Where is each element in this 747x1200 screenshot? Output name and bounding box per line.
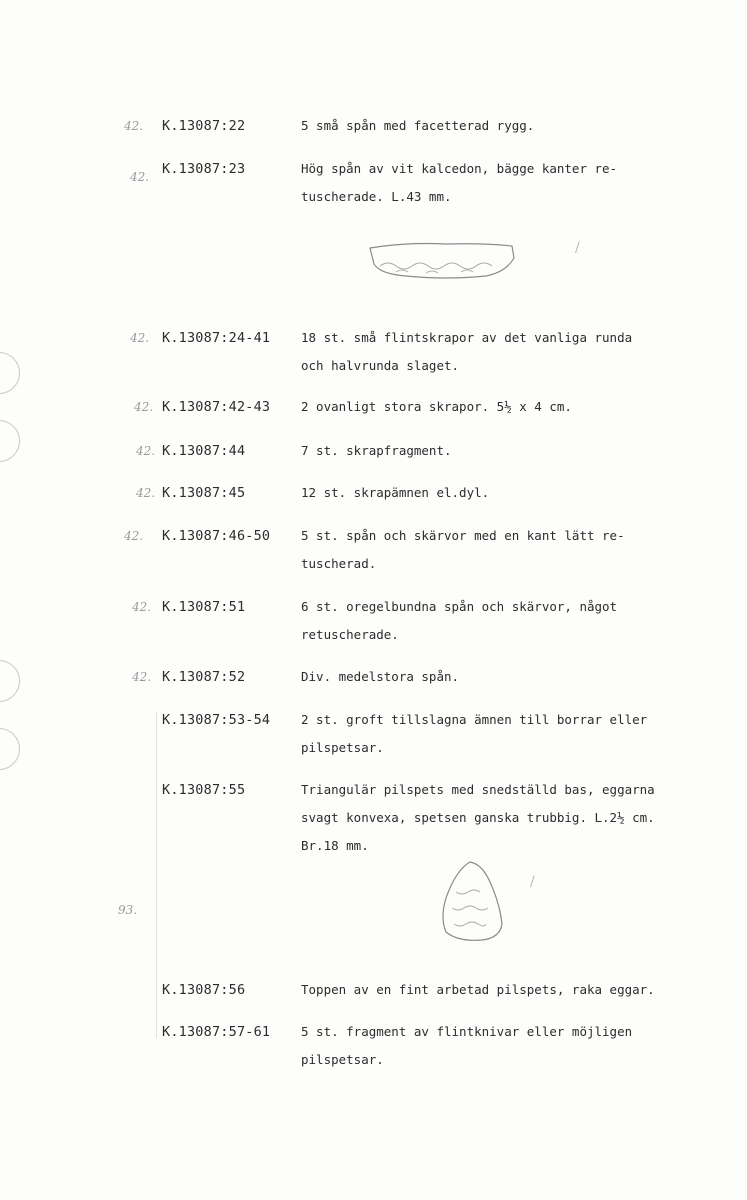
- margin-note: 42.: [136, 486, 156, 500]
- catalog-number: K.13087:57-61: [162, 1024, 271, 1040]
- punch-hole: [0, 352, 20, 394]
- entry-description: 7 st. skrapfragment.: [301, 443, 452, 458]
- entry-description: 6 st. oregelbundna spån och skärvor, något retuscherade.: [301, 599, 618, 642]
- pencil-rule: [156, 712, 157, 1038]
- punch-hole: [0, 660, 20, 702]
- blade-sketch: [366, 238, 518, 284]
- catalog-number: K.13087:24-41: [162, 330, 271, 346]
- margin-note: 42.: [134, 400, 154, 414]
- catalog-number: K.13087:53-54: [162, 712, 271, 728]
- margin-note: 42.: [132, 670, 152, 684]
- margin-note: 42.: [136, 444, 156, 458]
- punch-hole: [0, 420, 20, 462]
- catalog-number: K.13087:52: [162, 669, 246, 685]
- pencil-mark: /: [530, 874, 535, 890]
- entry-description: 5 st. spån och skärvor med en kant lätt re- tuscherad.: [301, 528, 625, 571]
- catalog-number: K.13087:23: [162, 161, 246, 177]
- margin-note: 42.: [124, 119, 144, 133]
- arrowhead-sketch: [436, 858, 508, 944]
- entry-description: 2 ovanligt stora skrapor. 5½ x 4 cm.: [301, 399, 572, 414]
- entry-description: Hög spån av vit kalcedon, bägge kanter re- tuscherade. L.43 mm.: [301, 161, 618, 204]
- entry-description: Toppen av en fint arbetad pilspets, raka eggar.: [301, 982, 655, 997]
- catalog-number: K.13087:46-50: [162, 528, 271, 544]
- entry-description: 12 st. skrapämnen el.dyl.: [301, 485, 490, 500]
- catalog-number: K.13087:22: [162, 118, 246, 134]
- catalog-number: K.13087:45: [162, 485, 246, 501]
- entry-description: Div. medelstora spån.: [301, 669, 460, 684]
- entry-description: 5 st. fragment av flintknivar eller möjligen pilspetsar.: [301, 1024, 633, 1067]
- catalog-number: K.13087:42-43: [162, 399, 271, 415]
- entry-description: Triangulär pilspets med snedställd bas, eggarna svagt konvexa, spetsen ganska trubbig. L.2½ cm. Br.18 mm.: [301, 782, 655, 853]
- punch-hole: [0, 728, 20, 770]
- margin-note: 42.: [130, 331, 150, 345]
- catalog-number: K.13087:55: [162, 782, 246, 798]
- entry-description: 2 st. groft tillslagna ämnen till borrar eller pilspetsar.: [301, 712, 648, 755]
- catalog-number: K.13087:44: [162, 443, 246, 459]
- margin-note: 42.: [124, 529, 144, 543]
- margin-note-93: 93.: [118, 903, 138, 917]
- pencil-mark: /: [575, 240, 580, 256]
- entry-description: 5 små spån med facetterad rygg.: [301, 118, 535, 133]
- margin-note: 42.: [130, 170, 150, 184]
- catalog-number: K.13087:56: [162, 982, 246, 998]
- catalog-number: K.13087:51: [162, 599, 246, 615]
- margin-note: 42.: [132, 600, 152, 614]
- entry-description: 18 st. små flintskrapor av det vanliga runda och halvrunda slaget.: [301, 330, 633, 373]
